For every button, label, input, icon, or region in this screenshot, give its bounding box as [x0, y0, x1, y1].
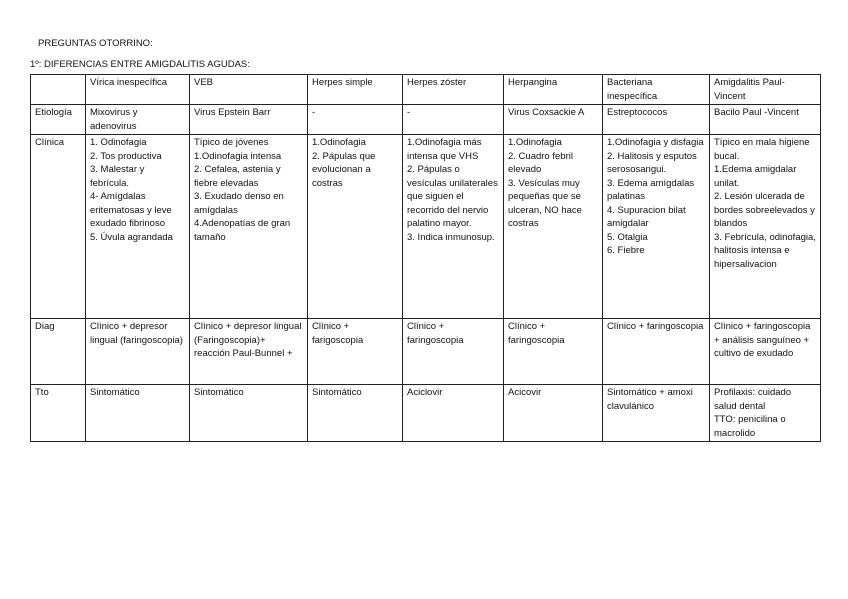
header-cell-herpes-zoster: Herpes zóster	[403, 75, 504, 105]
table-cell: Estreptococos	[603, 105, 710, 135]
table-cell: 1. Odinofagia 2. Tos productiva 3. Malestar y febrícula. 4- Amígdalas eritematosas y leve exudado fibrinoso 5. Úvula agrandada	[86, 135, 190, 319]
table-cell: Clínico + farigoscopia	[308, 319, 403, 385]
table-cell: Clínico + faringoscopia	[403, 319, 504, 385]
table-cell: Virus Coxsackie A	[504, 105, 603, 135]
table-cell: Acicovir	[504, 385, 603, 442]
table-cell: Típico en mala higiene bucal. 1.Edema amigdalar unilat. 2. Lesión ulcerada de bordes sobreelevados y blandos 3. Febrícula, odinofagia, halitosis intensa e hipersalivacion	[710, 135, 821, 319]
table-cell: Típico de jóvenes 1.Odinofagia intensa 2. Cefalea, astenia y fiebre elevadas 3. Exudado denso en amígdalas 4.Adenopatías de gran tamaño	[190, 135, 308, 319]
table-cell: -	[403, 105, 504, 135]
table-cell: Sintomático	[308, 385, 403, 442]
header-row	[31, 75, 821, 105]
table-row-etiologia	[31, 105, 821, 135]
table-cell: Sintomático + amoxi clavulánico	[603, 385, 710, 442]
header-cell-veb: VEB	[190, 75, 308, 105]
table-cell: Bacilo Paul -Vincent	[710, 105, 821, 135]
row-label: Diag	[31, 319, 86, 385]
row-label: Tto	[31, 385, 86, 442]
table-cell: 1.Odinofagia 2. Pápulas que evolucionan a costras	[308, 135, 403, 319]
header-cell-paul-vincent: Amigdalitis Paul-Vincent	[710, 75, 821, 105]
comparison-table	[30, 74, 821, 442]
header-cell-bacteriana: Bacteriana inespecífica	[603, 75, 710, 105]
table-cell: Clínico + faringoscopia	[504, 319, 603, 385]
header-cell-herpes-simple: Herpes simple	[308, 75, 403, 105]
table-cell: Clínico + faringoscopia	[603, 319, 710, 385]
row-label: Clínica	[31, 135, 86, 319]
header-cell-corner	[31, 75, 86, 105]
table-cell: Sintomático	[86, 385, 190, 442]
page-title: PREGUNTAS OTORRINO:	[38, 38, 153, 49]
row-label: Etiología	[31, 105, 86, 135]
table-cell: Virus Epstein Barr	[190, 105, 308, 135]
table-cell: Profilaxis: cuidado salud dental TTO: penicilina o macrolido	[710, 385, 821, 442]
table-row-clinica	[31, 135, 821, 319]
table-cell: Mixovirus y adenovirus	[86, 105, 190, 135]
table-cell: Aciclovir	[403, 385, 504, 442]
header-cell-virica: Vírica inespecífica	[86, 75, 190, 105]
header-cell-herpangina: Herpangina	[504, 75, 603, 105]
table-cell: Clínico + depresor lingual (Faringoscopia)+ reacción Paul-Bunnel +	[190, 319, 308, 385]
table-cell: 1.Odinofagia 2. Cuadro febril elevado 3. Vesículas muy pequeñas que se ulceran, NO hace costras	[504, 135, 603, 319]
table-cell: 1.Odinofagia y disfagia 2. Halitosis y esputos serososangui. 3. Edema amígdalas palatinas 4. Supuracion bilat amigdalar 5. Otalgia 6. Fiebre	[603, 135, 710, 319]
table-cell: 1.Odinofagia más intensa que VHS 2. Pápulas o vesículas unilaterales que siguen el recorrido del nervio palatino mayor. 3. Indica inmunosup.	[403, 135, 504, 319]
table-row-tto	[31, 385, 821, 442]
table-cell: -	[308, 105, 403, 135]
section-heading: 1º: DIFERENCIAS ENTRE AMIGDALITIS AGUDAS:	[30, 59, 250, 70]
table-row-diag	[31, 319, 821, 385]
table-cell: Clínico + faringoscopia + análisis sanguíneo + cultivo de exudado	[710, 319, 821, 385]
table-cell: Clínico + depresor lingual (faringoscopia)	[86, 319, 190, 385]
table-cell: Sintomático	[190, 385, 308, 442]
